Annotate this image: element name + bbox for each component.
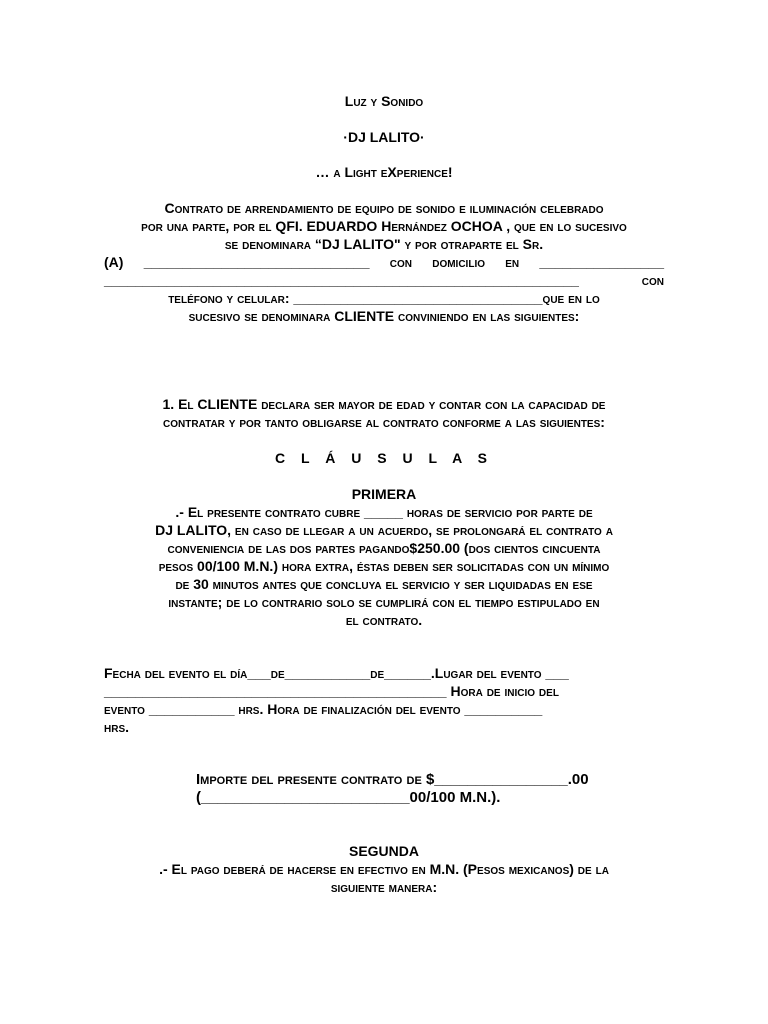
declaration-line: contratar y por tanto obligarse al contrato conforme a las siguientes:: [163, 414, 605, 430]
first-clause-line: conveniencia de las dos partes pagando$250.00 (dos cientos cincuenta: [167, 540, 601, 556]
event-time-line: evento ___________ hrs. Hora de finalización del evento __________: [104, 701, 543, 717]
intro-client-name-line: (A) _____________________________ con domicilio en ________________: [104, 254, 664, 270]
clauses-heading: C L Á U S U L A S: [275, 450, 493, 466]
amount-line: Importe del presente contrato de $________________.00: [196, 771, 589, 788]
second-clause-line: siguiente manera:: [330, 879, 438, 895]
intro-address-line: _____________________________________________________________ con: [104, 272, 664, 288]
brand-name: ·DJ LALITO·: [343, 129, 425, 145]
first-clause-line: .- El presente contrato cubre _____ horas de servicio por parte de: [175, 504, 593, 520]
declaration-line: 1. El CLIENTE declara ser mayor de edad y contar con la capacidad de: [162, 396, 606, 412]
document-title: Luz y Sonido: [344, 93, 424, 109]
first-clause-line: el contrato.: [345, 612, 423, 628]
first-clause-line: DJ LALITO, en caso de llegar a un acuerdo, se prolongará el contrato a: [155, 522, 613, 538]
intro-line: sucesivo se denominara CLIENTE conviniendo en las siguientes:: [188, 308, 580, 324]
second-clause-heading: SEGUNDA: [348, 843, 419, 859]
tagline: … a Light eXperience!: [315, 164, 453, 180]
event-place-line: ____________________________________________ Hora de inicio del: [104, 683, 559, 699]
event-hrs-line: hrs.: [104, 719, 130, 735]
amount-words-line: (_________________________00/100 M.N.).: [196, 789, 501, 806]
first-clause-line: instante; de lo contrario solo se cumplirá con el tiempo estipulado en: [168, 594, 600, 610]
second-clause-line: .- El pago deberá de hacerse en efectivo en M.N. (Pesos mexicanos) de la: [159, 861, 609, 877]
intro-phone-line: teléfono y celular: ________________________________que en lo: [168, 290, 600, 306]
intro-line: se denominara “DJ LALITO" y por otraparte el Sr.: [224, 236, 544, 252]
first-clause-line: de 30 minutos antes que concluya el servicio y ser liquidadas en ese: [175, 576, 593, 592]
intro-line: por una parte, por el QFI. EDUARDO Hernández OCHOA , que en lo sucesivo: [141, 218, 627, 234]
first-clause-line: pesos 00/100 M.N.) hora extra, éstas deben ser solicitadas con un mínimo: [158, 558, 610, 574]
intro-line: Contrato de arrendamiento de equipo de sonido e iluminación celebrado: [164, 200, 604, 216]
event-date-line: Fecha del evento el día___de___________de______.Lugar del evento ___: [104, 665, 569, 681]
first-clause-heading: PRIMERA: [351, 486, 417, 502]
